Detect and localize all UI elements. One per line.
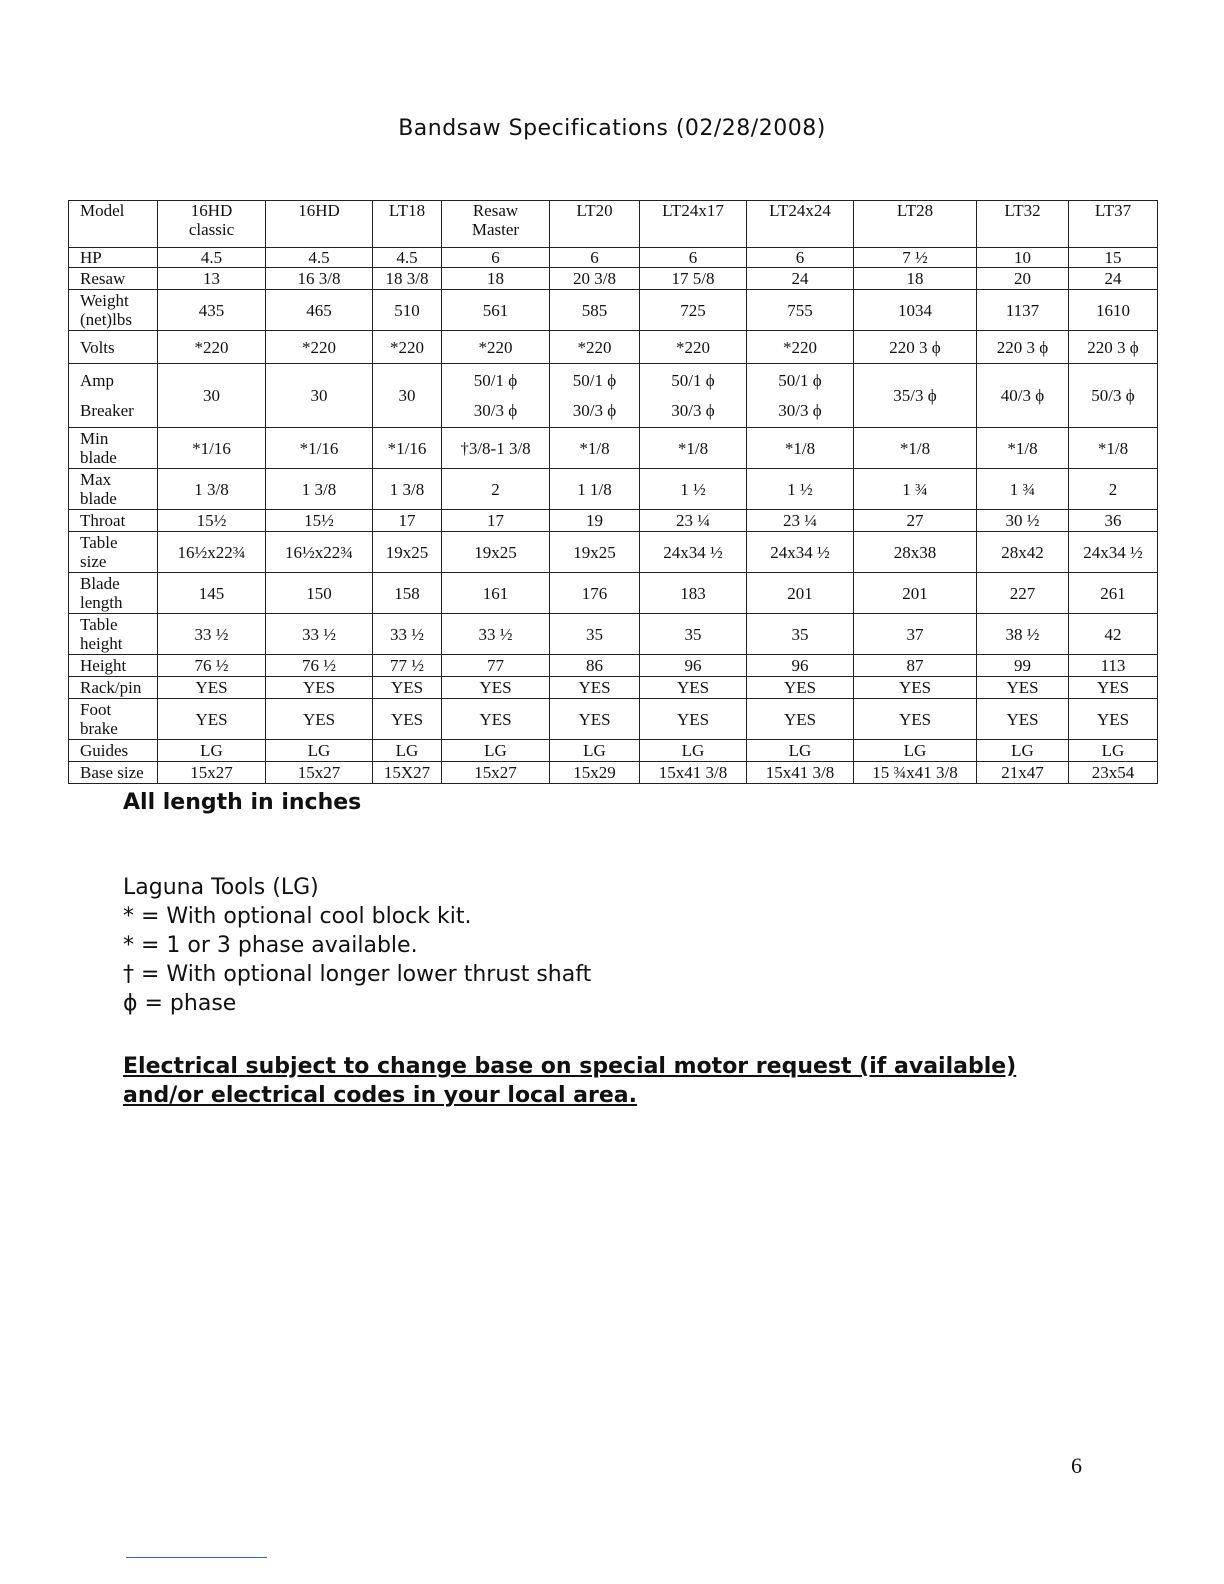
table-cell: 87 bbox=[854, 655, 977, 677]
table-cell: *220 bbox=[373, 331, 442, 364]
table-cell: 19 bbox=[550, 510, 640, 532]
table-cell: 435 bbox=[158, 290, 266, 331]
table-cell: YES bbox=[442, 677, 550, 699]
page-title: Bandsaw Specifications (02/28/2008) bbox=[398, 116, 826, 141]
table-row bbox=[69, 614, 1158, 655]
row-label-cell: Resaw bbox=[69, 268, 158, 290]
table-cell: 30 ½ bbox=[977, 510, 1069, 532]
table-cell: 33 ½ bbox=[266, 614, 373, 655]
row-label-cell: HP bbox=[69, 248, 158, 268]
table-cell: 465 bbox=[266, 290, 373, 331]
table-cell: 158 bbox=[373, 573, 442, 614]
table-cell: YES bbox=[158, 699, 266, 740]
table-cell: YES bbox=[1069, 699, 1158, 740]
table-cell: *220 bbox=[442, 331, 550, 364]
table-cell: 1 1/8 bbox=[550, 469, 640, 510]
table-cell: 220 3 ϕ bbox=[977, 331, 1069, 364]
table-cell: 15 bbox=[1069, 248, 1158, 268]
table-cell: 1 ¾ bbox=[977, 469, 1069, 510]
table-cell: 42 bbox=[1069, 614, 1158, 655]
row-label-cell: Throat bbox=[69, 510, 158, 532]
table-cell: 24 bbox=[747, 268, 854, 290]
table-cell: 50/1 ϕ 30/3 ϕ bbox=[442, 364, 550, 428]
table-cell: 50/3 ϕ bbox=[1069, 364, 1158, 428]
table-cell: *220 bbox=[550, 331, 640, 364]
table-cell: *1/16 bbox=[158, 428, 266, 469]
spec-table-body bbox=[69, 201, 1158, 784]
footnote-divider bbox=[126, 1557, 267, 1558]
legend-note: Laguna Tools (LG) bbox=[123, 875, 319, 900]
row-label-cell: Foot brake bbox=[69, 699, 158, 740]
row-label-cell: Blade length bbox=[69, 573, 158, 614]
table-cell: 37 bbox=[854, 614, 977, 655]
table-cell: 96 bbox=[747, 655, 854, 677]
units-note: All length in inches bbox=[123, 790, 362, 815]
table-row bbox=[69, 469, 1158, 510]
table-cell: 15x27 bbox=[266, 762, 373, 784]
table-cell: 24 bbox=[1069, 268, 1158, 290]
table-cell: 1 ½ bbox=[747, 469, 854, 510]
table-cell: LG bbox=[977, 740, 1069, 762]
table-cell: 24x34 ½ bbox=[747, 532, 854, 573]
table-cell: 15½ bbox=[266, 510, 373, 532]
row-label-cell: Amp Breaker bbox=[69, 364, 158, 428]
table-cell: 16½x22¾ bbox=[158, 532, 266, 573]
table-cell: LG bbox=[158, 740, 266, 762]
table-cell: *1/8 bbox=[1069, 428, 1158, 469]
table-cell: LG bbox=[640, 740, 747, 762]
table-row bbox=[69, 364, 1158, 428]
table-cell: 20 3/8 bbox=[550, 268, 640, 290]
table-row bbox=[69, 268, 1158, 290]
table-cell: 585 bbox=[550, 290, 640, 331]
table-cell: 220 3 ϕ bbox=[854, 331, 977, 364]
table-cell: *220 bbox=[747, 331, 854, 364]
table-cell: 561 bbox=[442, 290, 550, 331]
table-cell: 36 bbox=[1069, 510, 1158, 532]
table-row bbox=[69, 290, 1158, 331]
table-cell: 18 3/8 bbox=[373, 268, 442, 290]
row-label-cell: Max blade bbox=[69, 469, 158, 510]
table-cell: 99 bbox=[977, 655, 1069, 677]
table-cell: 19x25 bbox=[373, 532, 442, 573]
table-cell: 86 bbox=[550, 655, 640, 677]
table-cell: *220 bbox=[640, 331, 747, 364]
table-cell: 16½x22¾ bbox=[266, 532, 373, 573]
table-cell: 15x29 bbox=[550, 762, 640, 784]
table-cell: 24x34 ½ bbox=[640, 532, 747, 573]
table-cell: YES bbox=[640, 699, 747, 740]
model-header-cell: LT24x17 bbox=[640, 201, 747, 248]
table-row bbox=[69, 532, 1158, 573]
table-cell: 33 ½ bbox=[442, 614, 550, 655]
table-row bbox=[69, 428, 1158, 469]
table-cell: LG bbox=[373, 740, 442, 762]
row-label-cell: Volts bbox=[69, 331, 158, 364]
table-cell: 18 bbox=[854, 268, 977, 290]
table-cell: LG bbox=[442, 740, 550, 762]
table-cell: *1/16 bbox=[266, 428, 373, 469]
table-cell: †3/8-1 3/8 bbox=[442, 428, 550, 469]
table-cell: 1034 bbox=[854, 290, 977, 331]
table-cell: 19x25 bbox=[550, 532, 640, 573]
table-cell: 2 bbox=[442, 469, 550, 510]
table-cell: 13 bbox=[158, 268, 266, 290]
table-cell: *1/16 bbox=[373, 428, 442, 469]
table-cell: 4.5 bbox=[373, 248, 442, 268]
table-cell: 261 bbox=[1069, 573, 1158, 614]
legend-note: * = With optional cool block kit. bbox=[123, 904, 472, 929]
table-cell: 1 ½ bbox=[640, 469, 747, 510]
table-cell: 1 3/8 bbox=[266, 469, 373, 510]
table-cell: YES bbox=[747, 699, 854, 740]
model-header-cell: LT20 bbox=[550, 201, 640, 248]
table-cell: 40/3 ϕ bbox=[977, 364, 1069, 428]
legend-notes bbox=[123, 873, 591, 1018]
table-cell: 35 bbox=[640, 614, 747, 655]
table-cell: YES bbox=[373, 677, 442, 699]
table-cell: 35 bbox=[747, 614, 854, 655]
table-cell: 10 bbox=[977, 248, 1069, 268]
table-cell: 1137 bbox=[977, 290, 1069, 331]
row-label-cell: Table height bbox=[69, 614, 158, 655]
table-cell: 30 bbox=[266, 364, 373, 428]
table-cell: 1 3/8 bbox=[158, 469, 266, 510]
table-row bbox=[69, 331, 1158, 364]
row-label-cell: Weight (net)lbs bbox=[69, 290, 158, 331]
table-cell: 1 ¾ bbox=[854, 469, 977, 510]
model-header-cell: LT18 bbox=[373, 201, 442, 248]
table-row bbox=[69, 248, 1158, 268]
table-row bbox=[69, 762, 1158, 784]
table-cell: YES bbox=[747, 677, 854, 699]
table-cell: LG bbox=[854, 740, 977, 762]
table-cell: 220 3 ϕ bbox=[1069, 331, 1158, 364]
table-cell: 176 bbox=[550, 573, 640, 614]
table-cell: 15 ¾x41 3/8 bbox=[854, 762, 977, 784]
table-header-row bbox=[69, 201, 1158, 248]
table-cell: 30 bbox=[373, 364, 442, 428]
table-cell: 7 ½ bbox=[854, 248, 977, 268]
table-cell: YES bbox=[373, 699, 442, 740]
model-header-cell: LT37 bbox=[1069, 201, 1158, 248]
row-label-cell: Min blade bbox=[69, 428, 158, 469]
table-cell: 76 ½ bbox=[158, 655, 266, 677]
table-cell: 227 bbox=[977, 573, 1069, 614]
table-cell: YES bbox=[550, 699, 640, 740]
model-header-cell: LT24x24 bbox=[747, 201, 854, 248]
table-cell: YES bbox=[266, 677, 373, 699]
table-cell: 1610 bbox=[1069, 290, 1158, 331]
row-label-cell: Guides bbox=[69, 740, 158, 762]
table-cell: 6 bbox=[550, 248, 640, 268]
table-cell: 4.5 bbox=[266, 248, 373, 268]
model-header-cell: 16HD bbox=[266, 201, 373, 248]
table-cell: 1 3/8 bbox=[373, 469, 442, 510]
table-cell: YES bbox=[266, 699, 373, 740]
table-cell: 201 bbox=[854, 573, 977, 614]
legend-note: * = 1 or 3 phase available. bbox=[123, 933, 418, 958]
table-cell: YES bbox=[442, 699, 550, 740]
table-cell: 23x54 bbox=[1069, 762, 1158, 784]
table-cell: YES bbox=[854, 677, 977, 699]
table-row bbox=[69, 740, 1158, 762]
table-cell: 15x27 bbox=[442, 762, 550, 784]
table-cell: 21x47 bbox=[977, 762, 1069, 784]
table-cell: YES bbox=[550, 677, 640, 699]
table-cell: 50/1 ϕ 30/3 ϕ bbox=[747, 364, 854, 428]
table-cell: 16 3/8 bbox=[266, 268, 373, 290]
table-row bbox=[69, 699, 1158, 740]
legend-note: † = With optional longer lower thrust shaft bbox=[123, 962, 592, 987]
table-cell: 38 ½ bbox=[977, 614, 1069, 655]
spec-table bbox=[68, 200, 1158, 784]
table-cell: 77 bbox=[442, 655, 550, 677]
table-cell: YES bbox=[158, 677, 266, 699]
table-cell: 755 bbox=[747, 290, 854, 331]
table-cell: YES bbox=[854, 699, 977, 740]
table-cell: *1/8 bbox=[854, 428, 977, 469]
table-cell: LG bbox=[266, 740, 373, 762]
table-cell: 183 bbox=[640, 573, 747, 614]
table-cell: 24x34 ½ bbox=[1069, 532, 1158, 573]
row-label-cell: Table size bbox=[69, 532, 158, 573]
table-cell: YES bbox=[640, 677, 747, 699]
table-cell: 201 bbox=[747, 573, 854, 614]
table-cell: 150 bbox=[266, 573, 373, 614]
electrical-warning bbox=[123, 1052, 1123, 1110]
model-header-cell: 16HD classic bbox=[158, 201, 266, 248]
model-header-cell: LT32 bbox=[977, 201, 1069, 248]
table-cell: *220 bbox=[158, 331, 266, 364]
row-label-cell: Base size bbox=[69, 762, 158, 784]
table-cell: 510 bbox=[373, 290, 442, 331]
table-cell: 2 bbox=[1069, 469, 1158, 510]
table-cell: YES bbox=[1069, 677, 1158, 699]
table-cell: 17 bbox=[442, 510, 550, 532]
table-cell: 17 5/8 bbox=[640, 268, 747, 290]
table-cell: 15½ bbox=[158, 510, 266, 532]
table-cell: 50/1 ϕ 30/3 ϕ bbox=[640, 364, 747, 428]
table-cell: 725 bbox=[640, 290, 747, 331]
table-cell: 4.5 bbox=[158, 248, 266, 268]
table-cell: 15x27 bbox=[158, 762, 266, 784]
model-header-cell: Resaw Master bbox=[442, 201, 550, 248]
table-cell: LG bbox=[550, 740, 640, 762]
model-header-cell: LT28 bbox=[854, 201, 977, 248]
table-cell: 15x41 3/8 bbox=[747, 762, 854, 784]
table-cell: 35 bbox=[550, 614, 640, 655]
table-cell: 33 ½ bbox=[158, 614, 266, 655]
row-label-cell: Rack/pin bbox=[69, 677, 158, 699]
table-cell: YES bbox=[977, 677, 1069, 699]
table-cell: 35/3 ϕ bbox=[854, 364, 977, 428]
table-cell: 33 ½ bbox=[373, 614, 442, 655]
table-cell: 145 bbox=[158, 573, 266, 614]
table-row bbox=[69, 677, 1158, 699]
table-cell: 30 bbox=[158, 364, 266, 428]
table-row bbox=[69, 655, 1158, 677]
warning-line: and/or electrical codes in your local area. bbox=[123, 1083, 637, 1108]
table-cell: *1/8 bbox=[640, 428, 747, 469]
table-cell: 23 ¼ bbox=[640, 510, 747, 532]
table-cell: 20 bbox=[977, 268, 1069, 290]
table-cell: 50/1 ϕ 30/3 ϕ bbox=[550, 364, 640, 428]
table-cell: 17 bbox=[373, 510, 442, 532]
table-cell: 161 bbox=[442, 573, 550, 614]
legend-note: ϕ = phase bbox=[123, 991, 237, 1016]
table-cell: 76 ½ bbox=[266, 655, 373, 677]
table-cell: 19x25 bbox=[442, 532, 550, 573]
table-cell: 6 bbox=[442, 248, 550, 268]
table-cell: *1/8 bbox=[550, 428, 640, 469]
table-cell: *1/8 bbox=[977, 428, 1069, 469]
row-label-cell: Height bbox=[69, 655, 158, 677]
table-cell: 15x41 3/8 bbox=[640, 762, 747, 784]
table-cell: 96 bbox=[640, 655, 747, 677]
table-cell: 23 ¼ bbox=[747, 510, 854, 532]
table-cell: 6 bbox=[640, 248, 747, 268]
table-cell: *220 bbox=[266, 331, 373, 364]
table-cell: 113 bbox=[1069, 655, 1158, 677]
page-number: 6 bbox=[1071, 1453, 1082, 1478]
table-cell: 6 bbox=[747, 248, 854, 268]
table-cell: 77 ½ bbox=[373, 655, 442, 677]
table-cell: 27 bbox=[854, 510, 977, 532]
table-cell: 28x42 bbox=[977, 532, 1069, 573]
table-cell: YES bbox=[977, 699, 1069, 740]
warning-line: Electrical subject to change base on special motor request (if available) bbox=[123, 1054, 1017, 1079]
table-cell: LG bbox=[747, 740, 854, 762]
table-cell: 18 bbox=[442, 268, 550, 290]
table-cell: 15X27 bbox=[373, 762, 442, 784]
table-cell: 28x38 bbox=[854, 532, 977, 573]
table-cell: *1/8 bbox=[747, 428, 854, 469]
table-cell: LG bbox=[1069, 740, 1158, 762]
table-row bbox=[69, 510, 1158, 532]
table-row bbox=[69, 573, 1158, 614]
row-label-cell: Model bbox=[69, 201, 158, 248]
